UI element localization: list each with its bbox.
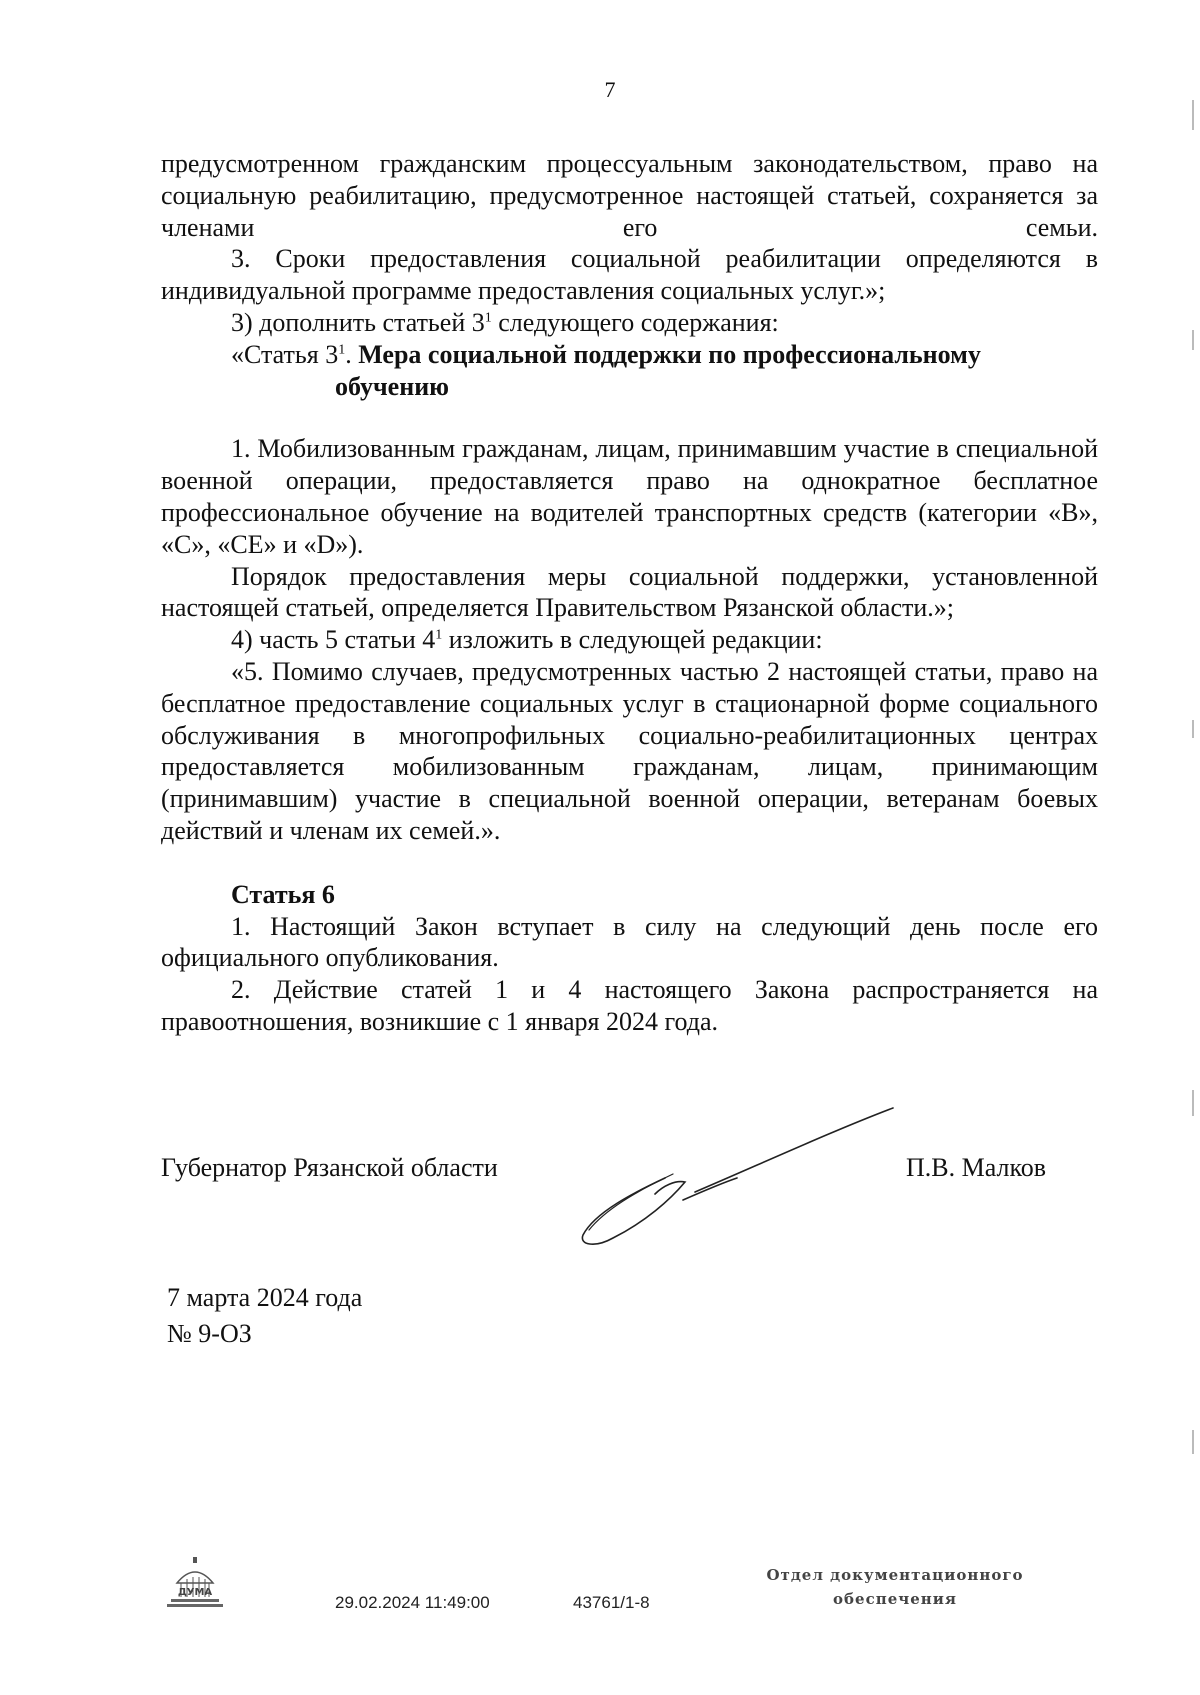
article-6-heading: Статья 6 [231,879,335,909]
footer-reg-number: 43761/1-8 [573,1593,650,1612]
governor-title: Губернатор Рязанской области [161,1153,498,1182]
scan-edge-mark [1192,100,1194,130]
paragraph-retroactive: 2. Действие статей 1 и 4 настоящего Закона распространяется на правоотношения, возникшие с 1 января 2024 года. [161,975,1098,1036]
duma-logo-text: ДУМА [177,1587,213,1598]
page-number: 7 [604,77,616,102]
scan-edge-mark [1192,1430,1194,1454]
paragraph-training-right: 1. Мобилизованным гражданам, лицам, принимавшим участие в специальной военной операции, предоставляется право на однократное бесплатное профессиональное обучение на водителей транспортных средств (категории «B», «C», «CE» и «D»). [161,434,1098,559]
article-3-1-heading: «Статья $3^1$. Мера социальной поддержки по профессиональному обучению [161,339,1098,403]
department-stamp-line-1: Отдел документационного [766,1566,1024,1584]
scan-edge-mark [1192,330,1194,350]
paragraph-part-5-text: «5. Помимо случаев, предусмотренных частью 2 настоящей статьи, право на бесплатное предоставление социальных услуг в стационарной форме социального обслуживания в многопрофильных социально-реабилитационных центрах предоставляется мобилизованным гражданам, лицам, принимающим (принимавшим) участие в специальной военной операции, ветеранам боевых действий и членам их семей.». [161,656,1098,845]
paragraph-amend-part-5: 4) часть 5 статьи $4^1$ изложить в следующей редакции: [231,625,823,655]
paragraph-continuation: предусмотренном гражданским процессуальным законодательством, право на социальную реабилитацию, предусмотренное настоящей статьей, сохраняется за членами его семьи. [161,149,1098,242]
article-3-1-title: Мера социальной поддержки по профессиональному [358,339,981,369]
duma-logo [165,1557,225,1609]
department-stamp-line-2: обеспечения [833,1590,957,1608]
paragraph-add-article: 3) дополнить статьей $3^1$ следующего содержания: [231,307,779,337]
law-date: 7 марта 2024 года [167,1283,363,1312]
paragraph-entry-into-force: 1. Настоящий Закон вступает в силу на следующий день после его официального опубликования. [161,911,1098,973]
department-stamp [745,1563,1045,1611]
governor-name: П.В. Малков [906,1153,1047,1182]
article-3-1-title-cont: обучению [335,371,450,401]
paragraph-procedure: Порядок предоставления меры социальной поддержки, установленной настоящей статьей, определяется Правительством Рязанской области.»; [161,561,1098,623]
law-date-block [167,1280,362,1352]
scan-edge-mark [1192,720,1194,738]
law-number: № 9-ОЗ [167,1319,252,1348]
handwritten-signature [575,1100,895,1250]
footer-timestamp: 29.02.2024 11:49:00 [335,1593,490,1612]
paragraph-rehab-terms: 3. Сроки предоставления социальной реабилитации определяются в индивидуальной программе предоставления социальных услуг.»; [161,244,1098,306]
document-body [161,148,1098,1038]
scan-edge-mark [1192,1090,1194,1116]
